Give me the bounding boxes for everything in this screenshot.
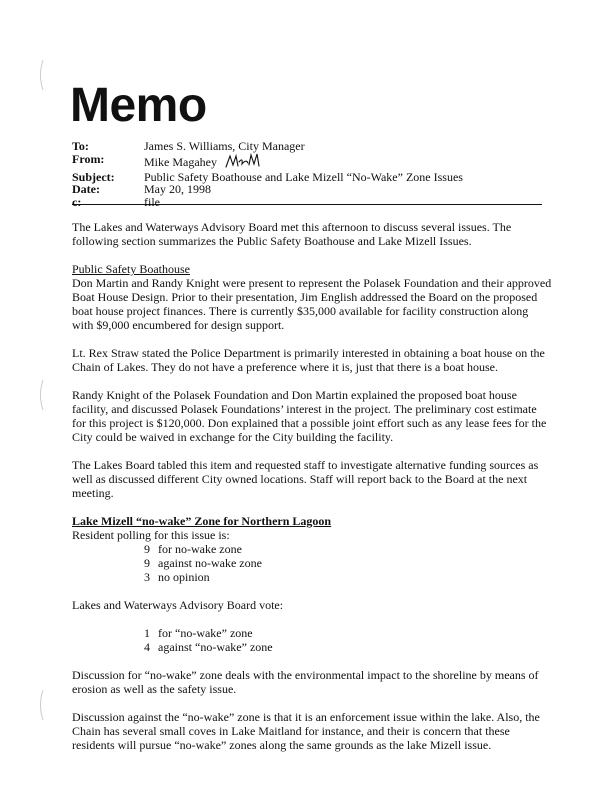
boathouse-paragraph-4: The Lakes Board tabled this item and requested staff to investigate alternative funding sources as well as discussed different City owned locations. Staff will report back to the Board at the next meeting. xyxy=(72,458,539,500)
vote-label: for “no-wake” zone xyxy=(158,626,253,640)
from-label: From: xyxy=(72,151,105,166)
boathouse-paragraph-3: Randy Knight of the Polasek Foundation and Don Martin explained the proposed boat house facility, and discussed Polasek Foundations’ interest in the project. The preliminary cost estimate for this project is $120,000. Don explained that a possible joint effort such as any lease fees for the City could be waived in exchange for the City building the facility. xyxy=(72,388,547,444)
intro-paragraph: The Lakes and Waterways Advisory Board met this afternoon to discuss several issues. The following section summarizes the Public Safety Boathouse and Lake Mizell Issues. xyxy=(72,220,512,248)
memo-title: Memo xyxy=(70,79,207,132)
list-item xyxy=(144,542,552,556)
vote-count: 1 xyxy=(144,626,150,640)
to-value: James S. Williams, City Manager xyxy=(144,139,305,153)
cc-label: c: xyxy=(72,194,82,209)
discussion-for-paragraph: Discussion for “no-wake” zone deals with the environmental impact to the shoreline by means of erosion as well as the safety issue. xyxy=(72,668,539,696)
memo-header xyxy=(72,140,542,208)
list-item xyxy=(144,556,552,570)
handwritten-initials-signature xyxy=(224,153,264,171)
vote-count: 4 xyxy=(144,640,150,654)
poll-count: 9 xyxy=(144,556,150,570)
to-label: To: xyxy=(72,139,89,153)
date-value: May 20, 1998 xyxy=(144,182,211,197)
mizell-heading: Lake Mizell “no-wake” Zone for Northern Lagoon xyxy=(72,514,332,528)
poll-label: no opinion xyxy=(158,570,210,584)
vote-list xyxy=(72,626,552,654)
polling-intro: Resident polling for this issue is: xyxy=(72,528,230,542)
discussion-against-paragraph: Discussion against the “no-wake” zone is that it is an enforcement issue within the lake. Also, the Chain has several small coves in Lake Maitland for instance, and their is concern that these residents will pursue “no-wake” zones along the same grounds as the lake Mizell issue. xyxy=(72,710,540,752)
scan-mark xyxy=(38,60,44,90)
list-item xyxy=(144,626,552,640)
polling-list xyxy=(72,542,552,584)
from-value: Mike Magahey xyxy=(144,154,217,169)
scan-mark xyxy=(38,690,44,720)
poll-count: 3 xyxy=(144,570,150,584)
boathouse-heading: Public Safety Boathouse xyxy=(72,262,190,276)
list-item xyxy=(144,640,552,654)
vote-label: against “no-wake” zone xyxy=(158,640,273,654)
date-label: Date: xyxy=(72,182,100,197)
boathouse-paragraph-2: Lt. Rex Straw stated the Police Department is primarily interested in obtaining a boat house on the Chain of Lakes. They do not have a preference where it is, just that there is a boat house. xyxy=(72,346,545,374)
subject-label: Subject: xyxy=(72,169,115,184)
cc-row xyxy=(72,196,542,209)
memo-body xyxy=(72,220,552,766)
subject-value: Public Safety Boathouse and Lake Mizell “No-Wake” Zone Issues xyxy=(144,169,463,184)
poll-count: 9 xyxy=(144,542,150,556)
from-row xyxy=(72,153,542,171)
date-row xyxy=(72,183,542,196)
boathouse-paragraph-1: Don Martin and Randy Knight were present to represent the Polasek Foundation and their approved Boat House Design. Prior to their presentation, Jim English addressed the Board on the proposed boat house project finances. There is currently $35,000 available for facility construction along with $9,000 encumbered for design support. xyxy=(72,276,552,332)
list-item xyxy=(144,570,552,584)
scan-mark xyxy=(38,380,44,410)
vote-intro: Lakes and Waterways Advisory Board vote: xyxy=(72,598,284,612)
header-divider xyxy=(72,204,542,205)
poll-label: for no-wake zone xyxy=(158,542,242,556)
cc-value: file xyxy=(144,194,160,209)
to-row xyxy=(72,140,542,153)
subject-row xyxy=(72,171,542,184)
poll-label: against no-wake zone xyxy=(158,556,262,570)
